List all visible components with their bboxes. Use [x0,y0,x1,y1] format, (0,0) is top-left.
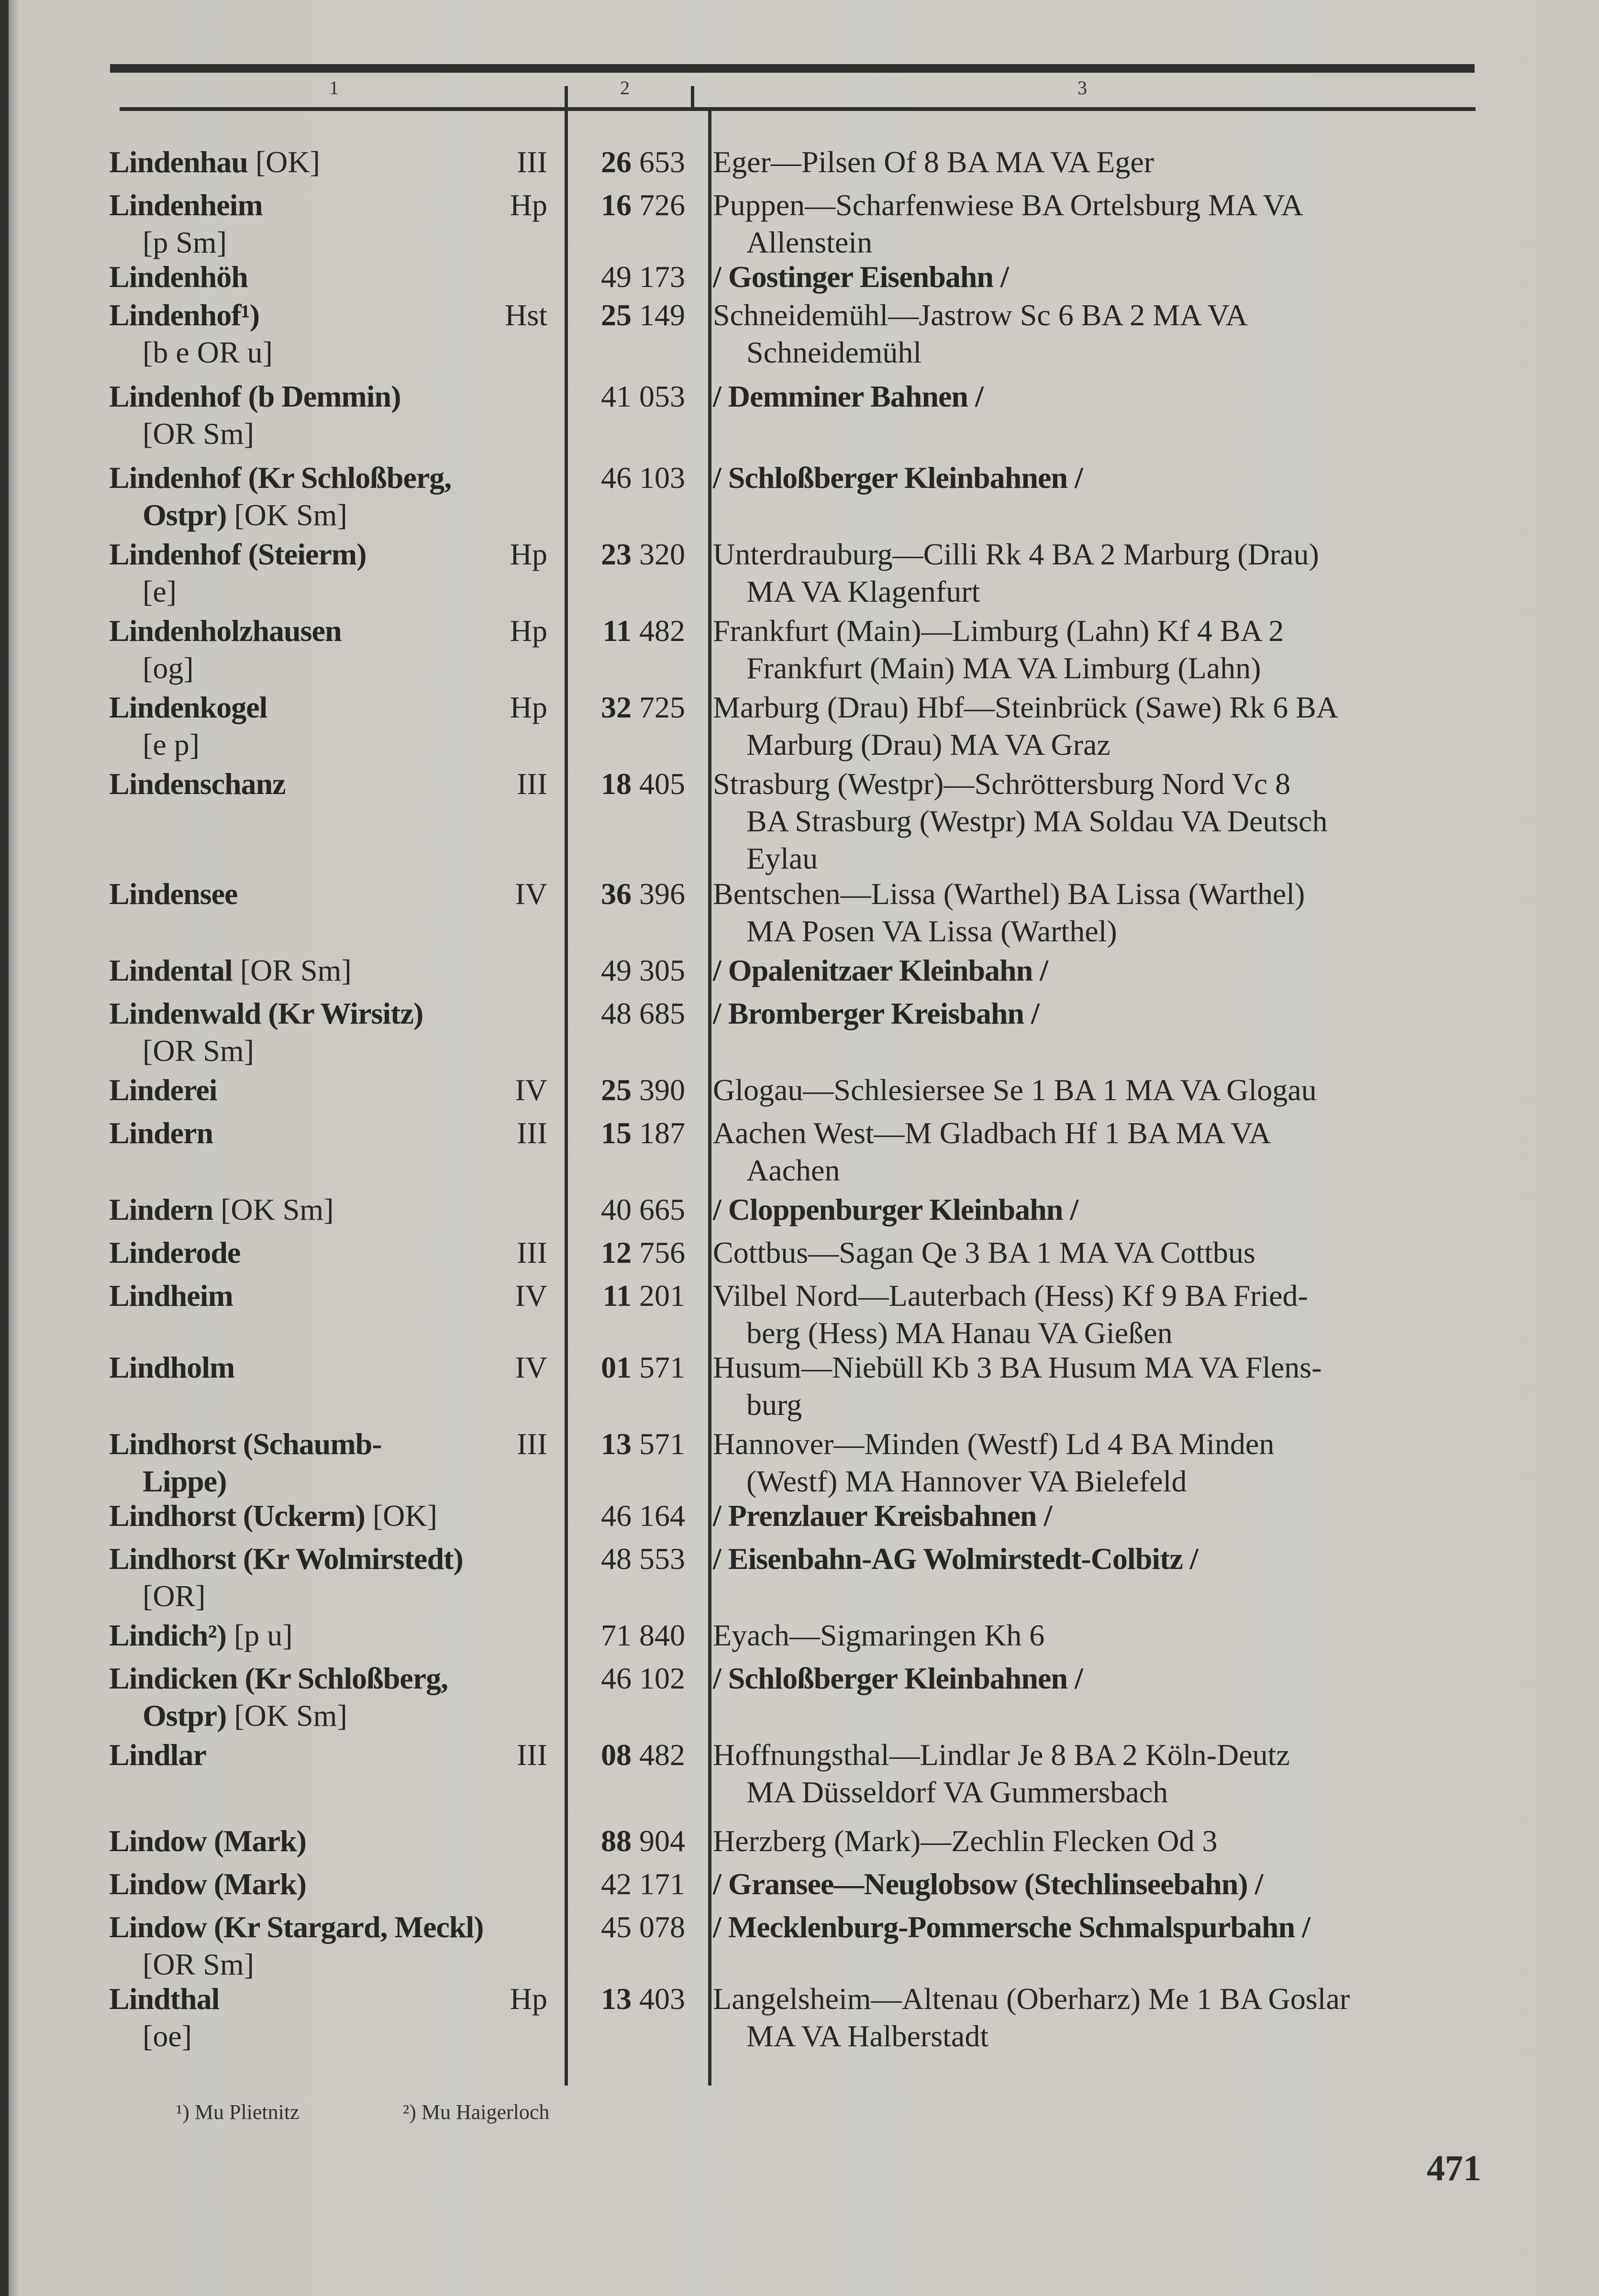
station-name [109,378,559,453]
station-name-text: Lindenhof (Kr Schloßberg, [109,461,452,495]
route-line: Marburg (Drau) MA VA Graz [746,728,1110,762]
station-name-text: Lindheim [109,1279,233,1313]
route-line: Vilbel Nord—Lauterbach (Hess) Kf 9 BA Fried- [713,1279,1308,1313]
page-number: 471 [1427,2148,1481,2188]
station-number-suffix: 49 305 [601,953,685,987]
station-number [572,1349,685,1386]
station-number-suffix: 45 078 [601,1910,685,1944]
station-name-text: Lindenhof¹) [109,298,260,332]
route-description [713,689,1483,763]
station-name [109,1660,559,1734]
route-line: Allenstein [746,225,873,259]
station-name-cont: Ostpr) [143,1699,227,1733]
station-class: Hp [510,537,547,571]
station-name [109,1617,559,1654]
station-number-prefix: 18 [601,767,632,801]
station-number [572,297,685,334]
station-number-prefix: 88 [601,1824,632,1858]
station-name [109,1822,559,1860]
station-number [572,1660,685,1697]
route-description [713,258,1483,296]
route-line: Glogau—Schlesiersee Se 1 BA 1 MA VA Glogau [713,1073,1317,1107]
route-description [713,187,1483,261]
station-number-suffix: 42 171 [601,1867,685,1901]
route-line: Hoffnungsthal—Lindlar Je 8 BA 2 Köln-Deutz [713,1738,1290,1772]
station-note: [OK] [365,1499,437,1533]
station-number [572,1980,685,2018]
station-number [572,1115,685,1152]
route-line: MA VA Klagenfurt [746,574,980,608]
station-number [572,1071,685,1109]
station-note-line2: [OK Sm] [226,498,347,532]
station-class: III [517,767,547,801]
station-number [572,459,685,497]
station-class: IV [515,1073,547,1107]
route-line: Husum—Niebüll Kb 3 BA Husum MA VA Flens- [713,1350,1322,1384]
station-number-suffix: 390 [632,1073,685,1107]
route-line: burg [746,1388,802,1422]
station-number-prefix: 36 [601,877,632,911]
station-name-text: Lindhorst (Schaumb- [109,1427,382,1461]
station-class: IV [515,1279,547,1313]
station-number [572,765,685,803]
route-description [713,1617,1483,1654]
station-name-text: Lindenhöh [109,260,248,294]
route-description [713,378,1483,415]
station-note-line2: [b e OR u] [143,335,273,369]
station-note: [OK Sm] [213,1192,334,1226]
route-description [713,612,1483,687]
station-number-suffix: 756 [632,1236,685,1269]
route-description [713,1736,1483,1811]
station-name-text: Lindental [109,953,233,987]
railway-company: / Schloßberger Kleinbahnen / [713,461,1083,495]
route-line: berg (Hess) MA Hanau VA Gießen [746,1316,1173,1350]
station-number [572,536,685,573]
column-header-3: 3 [1077,77,1087,99]
route-line: BA Strasburg (Westpr) MA Soldau VA Deutsch [746,804,1328,838]
railway-company: / Eisenbahn-AG Wolmirstedt-Colbitz / [713,1542,1198,1576]
route-line: Schneidemühl [746,335,922,369]
station-number-suffix: 201 [632,1279,685,1313]
route-line: Cottbus—Sagan Qe 3 BA 1 MA VA Cottbus [713,1236,1255,1269]
route-line: Herzberg (Mark)—Zechlin Flecken Od 3 [713,1824,1218,1858]
station-number-suffix: 46 164 [601,1499,685,1533]
station-class: Hp [510,1982,547,2016]
station-number-prefix: 25 [601,298,632,332]
station-number-prefix: 23 [601,537,632,571]
route-line: Marburg (Drau) Hbf—Steinbrück (Sawe) Rk 6 BA [713,690,1338,724]
route-description [713,144,1483,181]
station-number-suffix: 571 [632,1427,685,1461]
station-number [572,1425,685,1463]
route-description [713,1277,1483,1352]
station-number [572,1540,685,1578]
station-name-text: Lindenschanz [109,767,286,801]
station-number-suffix: 396 [632,877,685,911]
station-number [572,612,685,650]
station-number-prefix: 12 [601,1236,632,1269]
station-number [572,378,685,415]
route-line: MA Posen VA Lissa (Warthel) [746,914,1117,948]
station-name [109,1866,559,1903]
station-number [572,689,685,726]
station-number-suffix: 320 [632,537,685,571]
route-line: Frankfurt (Main)—Limburg (Lahn) Kf 4 BA 2 [713,614,1284,648]
route-description [713,1980,1483,2055]
column-divider-1 [565,86,568,2086]
station-number [572,1866,685,1903]
column-header-1: 1 [329,77,339,99]
route-line: Aachen West—M Gladbach Hf 1 BA MA VA [713,1116,1271,1150]
station-name-text: Lindicken (Kr Schloßberg, [109,1661,448,1695]
station-note-line2: [OK Sm] [226,1699,347,1733]
station-note-line2: [e p] [143,728,200,762]
station-class: IV [515,1350,547,1384]
route-line: Puppen—Scharfenwiese BA Ortelsburg MA VA [713,188,1303,222]
station-number-suffix: 149 [632,298,685,332]
station-number [572,875,685,913]
route-description [713,1191,1483,1228]
route-description [713,1497,1483,1534]
station-number-suffix: 571 [632,1350,685,1384]
station-number-suffix: 48 685 [601,996,685,1030]
route-description [713,1425,1483,1500]
station-name [109,1909,559,1983]
station-number-prefix: 13 [601,1982,632,2016]
header-rule-top [110,64,1475,73]
route-description [713,1115,1483,1189]
station-name-text: Lindenkogel [109,690,267,724]
station-number-prefix: 26 [601,145,632,179]
footnote-2: ²) Mu Haigerloch [403,2100,550,2124]
page-binding-edge [0,0,9,2296]
route-description [713,1660,1483,1697]
station-number-suffix: 904 [632,1824,685,1858]
station-note-line2: [oe] [143,2019,192,2053]
station-name-text: Linderode [109,1236,241,1269]
station-note-line2: [OR Sm] [143,1034,254,1068]
station-name [109,1540,559,1615]
station-name-text: Lindenwald (Kr Wirsitz) [109,996,423,1030]
station-class: IV [515,877,547,911]
railway-company: / Gransee—Neuglobsow (Stechlinseebahn) / [713,1867,1263,1901]
station-number-suffix: 71 840 [601,1618,685,1652]
route-line: Hannover—Minden (Westf) Ld 4 BA Minden [713,1427,1275,1461]
station-name-text: Lindenhof (Steierm) [109,537,366,571]
station-number [572,1191,685,1228]
station-number [572,1497,685,1534]
station-note: [OR Sm] [232,953,352,987]
route-line: MA Düsseldorf VA Gummersbach [746,1775,1168,1809]
station-class: III [517,145,547,179]
station-number-suffix: 725 [632,690,685,724]
route-line: Eylau [746,841,818,875]
station-note-line2: [OR Sm] [143,1947,254,1981]
station-number-suffix: 40 665 [601,1192,685,1226]
station-name [109,952,559,989]
station-number [572,1617,685,1654]
station-number-prefix: 01 [601,1350,632,1384]
route-line: Strasburg (Westpr)—Schröttersburg Nord Vc 8 [713,767,1291,801]
station-class: III [517,1427,547,1461]
route-line: Frankfurt (Main) MA VA Limburg (Lahn) [746,651,1261,685]
station-name-text: Lindich²) [109,1618,226,1652]
route-line: Bentschen—Lissa (Warthel) BA Lissa (Warthel) [713,877,1305,911]
station-number-prefix: 11 [602,1279,632,1313]
route-line: MA VA Halberstadt [746,2019,989,2053]
route-description [713,1540,1483,1578]
station-number-prefix: 11 [602,614,632,648]
station-name [109,1191,559,1228]
station-name-text: Lindlar [109,1738,206,1772]
station-note-line2: [p Sm] [143,225,227,259]
route-description [713,952,1483,989]
route-description [713,536,1483,610]
route-description [713,995,1483,1032]
station-name-cont: Ostpr) [143,498,227,532]
route-line: Unterdrauburg—Cilli Rk 4 BA 2 Marburg (Drau) [713,537,1319,571]
station-name-text: Lindensee [109,877,238,911]
station-name-text: Lindenhau [109,145,248,179]
station-number-suffix: 46 103 [601,461,685,495]
station-note-line2: [og] [143,651,194,685]
station-number-prefix: 08 [601,1738,632,1772]
station-number [572,995,685,1032]
railway-company: / Mecklenburg-Pommersche Schmalspurbahn / [713,1910,1310,1944]
railway-company: / Prenzlauer Kreisbahnen / [713,1499,1052,1533]
route-description [713,1866,1483,1903]
station-number-suffix: 653 [632,145,685,179]
route-line: Eyach—Sigmaringen Kh 6 [713,1618,1045,1652]
railway-company: / Opalenitzaer Kleinbahn / [713,953,1048,987]
route-description [713,297,1483,371]
station-class: III [517,1738,547,1772]
route-description [713,1234,1483,1271]
station-name-text: Lindhorst (Uckerm) [109,1499,365,1533]
station-number [572,1277,685,1314]
route-description [713,1349,1483,1424]
station-name-text: Lindhorst (Kr Wolmirstedt) [109,1542,463,1576]
station-name-text: Lindenheim [109,188,263,222]
header-rule-bottom [120,107,1476,111]
railway-company: / Gostinger Eisenbahn / [713,260,1009,294]
station-number-suffix: 46 102 [601,1661,685,1695]
route-line: (Westf) MA Hannover VA Bielefeld [746,1464,1187,1498]
station-class: Hp [510,188,547,222]
station-name-text: Lindthal [109,1982,220,2016]
station-number-suffix: 49 173 [601,260,685,294]
station-number-suffix: 48 553 [601,1542,685,1576]
station-name-text: Lindenholzhausen [109,614,342,648]
route-line: Eger—Pilsen Of 8 BA MA VA Eger [713,145,1155,179]
footnote-1: ¹) Mu Plietnitz [176,2100,300,2124]
station-name [109,995,559,1070]
station-number [572,1234,685,1271]
station-name-text: Lindenhof (b Demmin) [109,379,401,413]
station-name-text: Lindern [109,1116,213,1150]
station-number-prefix: 15 [601,1116,632,1150]
station-name [109,459,559,534]
station-number-suffix: 726 [632,188,685,222]
station-name-text: Linderei [109,1073,217,1107]
station-number [572,144,685,181]
station-name-text: Lindow (Mark) [109,1824,306,1858]
station-name-cont: Lippe) [143,1464,227,1498]
station-number-prefix: 32 [601,690,632,724]
route-description [713,765,1483,877]
route-line: Langelsheim—Altenau (Oberharz) Me 1 BA Goslar [713,1982,1350,2016]
station-number-prefix: 13 [601,1427,632,1461]
station-number-suffix: 405 [632,767,685,801]
route-description [713,459,1483,497]
station-number [572,258,685,296]
route-line: Aachen [746,1153,840,1187]
station-note-line2: [OR] [143,1579,206,1613]
station-note-line2: [e] [143,574,177,608]
route-description [713,1822,1483,1860]
station-note: [OK] [247,145,320,179]
station-number-suffix: 482 [632,614,685,648]
railway-company: / Schloßberger Kleinbahnen / [713,1661,1083,1695]
station-number-suffix: 187 [632,1116,685,1150]
station-number-prefix: 25 [601,1073,632,1107]
route-description [713,1071,1483,1109]
station-number-suffix: 41 053 [601,379,685,413]
station-name-text: Lindern [109,1192,213,1226]
route-description [713,875,1483,950]
station-name [109,1497,559,1534]
station-number [572,187,685,224]
station-number [572,1909,685,1946]
station-number-prefix: 16 [601,188,632,222]
railway-company: / Demminer Bahnen / [713,379,983,413]
station-class: Hp [510,690,547,724]
station-name [109,258,559,296]
station-note-line2: [OR Sm] [143,417,254,451]
railway-company: / Cloppenburger Kleinbahn / [713,1192,1078,1226]
station-name-text: Lindow (Mark) [109,1867,306,1901]
route-description [713,1909,1483,1946]
station-class: III [517,1236,547,1269]
station-class: Hp [510,614,547,648]
column-divider-2-head [691,86,694,110]
station-number-suffix: 482 [632,1738,685,1772]
station-class: III [517,1116,547,1150]
station-class: Hst [505,298,547,332]
station-note: [p u] [226,1618,293,1652]
column-divider-2 [708,111,711,2086]
station-number [572,952,685,989]
station-number [572,1822,685,1860]
route-line: Schneidemühl—Jastrow Sc 6 BA 2 MA VA [713,298,1248,332]
railway-company: / Bromberger Kreisbahn / [713,996,1039,1030]
column-header-2: 2 [620,77,630,99]
station-name-text: Lindow (Kr Stargard, Meckl) [109,1910,484,1944]
station-number-suffix: 403 [632,1982,685,2016]
station-name-text: Lindholm [109,1350,235,1384]
station-number [572,1736,685,1774]
